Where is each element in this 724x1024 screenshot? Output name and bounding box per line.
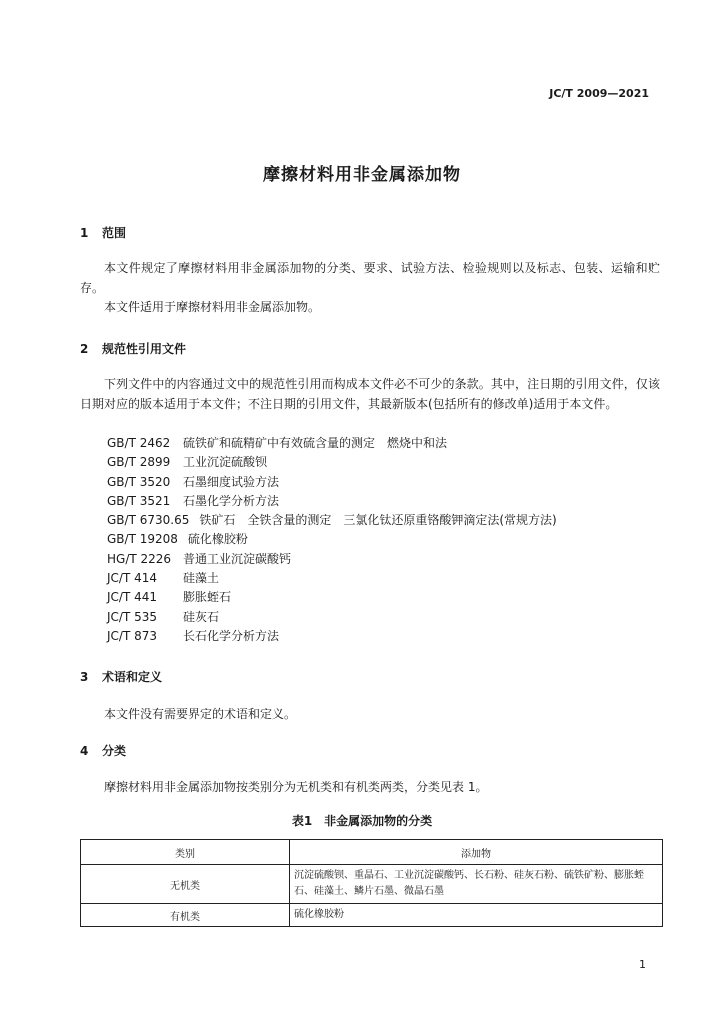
reference-item <box>107 627 557 646</box>
reference-title: 普通工业沉淀碳酸钙 <box>183 551 292 566</box>
reference-code: GB/T 19208 <box>107 532 178 547</box>
reference-title: 硫铁矿和硫精矿中有效硫含量的测定 燃烧中和法 <box>183 436 448 450</box>
reference-list <box>107 434 557 646</box>
table-header-additive: 添加物 <box>290 840 663 865</box>
section-title: 规范性引用文件 <box>102 342 187 356</box>
reference-title: 硫化橡胶粉 <box>187 532 248 547</box>
reference-title: 长石化学分析方法 <box>183 628 280 643</box>
reference-code: JC/T 873 <box>107 628 158 643</box>
reference-title: 铁矿石 全铁含量的测定 三氯化钛还原重铬酸钾滴定法(常规方法) <box>199 513 557 528</box>
reference-title: 硅灰石 <box>183 609 220 624</box>
table-header-row <box>81 840 663 865</box>
reference-item <box>107 608 557 627</box>
section-2-heading <box>80 340 186 357</box>
section-title: 术语和定义 <box>102 670 163 684</box>
classification-table <box>80 839 663 927</box>
terms-paragraph: 本文件没有需要界定的术语和定义。 <box>104 707 297 721</box>
table-caption: 表1 非金属添加物的分类 <box>291 814 433 828</box>
table-cell-additives: 硫化橡胶粉 <box>290 904 663 927</box>
reference-item <box>107 453 557 472</box>
reference-code: GB/T 2899 <box>107 455 171 470</box>
scope-paragraph-2: 本文件适用于摩擦材料用非金属添加物。 <box>104 300 321 314</box>
reference-title: 硅藻土 <box>183 571 220 586</box>
section-number: 3 <box>80 670 89 684</box>
section-4-heading <box>80 742 126 759</box>
reference-title: 工业沉淀硫酸钡 <box>183 455 268 470</box>
reference-code: HG/T 2226 <box>107 551 172 566</box>
section-number: 4 <box>80 744 89 758</box>
page-number: 1 <box>639 958 646 971</box>
reference-item <box>107 530 557 549</box>
reference-item <box>107 434 557 453</box>
reference-title: 石墨化学分析方法 <box>183 493 280 508</box>
reference-item <box>107 569 557 588</box>
reference-item <box>107 473 557 492</box>
reference-code: GB/T 3520 <box>107 474 171 489</box>
section-3-heading <box>80 668 162 685</box>
table-row <box>81 904 663 927</box>
reference-code: GB/T 6730.65 <box>107 513 190 528</box>
table-header-category: 类别 <box>81 840 290 865</box>
section-title: 范围 <box>102 226 127 240</box>
section-title: 分类 <box>102 744 127 758</box>
reference-item <box>107 550 557 569</box>
document-title: 摩擦材料用非金属添加物 <box>263 165 461 185</box>
reference-code: GB/T 3521 <box>107 493 171 508</box>
scope-paragraph-1: 本文件规定了摩擦材料用非金属添加物的分类、要求、试验方法、检验规则以及标志、包装、运输和贮存。 <box>80 261 660 295</box>
table-cell-category: 有机类 <box>81 904 290 927</box>
classification-paragraph: 摩擦材料用非金属添加物按类别分为无机类和有机类两类，分类见表 1。 <box>104 780 488 794</box>
table-cell-additives: 沉淀硫酸钡、重晶石、工业沉淀碳酸钙、长石粉、硅灰石粉、硫铁矿粉、膨胀蛭石、硅藻土、鳞片石墨、微晶石墨 <box>290 865 663 904</box>
reference-code: JC/T 441 <box>107 590 158 605</box>
reference-title: 膨胀蛭石 <box>183 590 232 605</box>
section-1-heading <box>80 224 126 241</box>
reference-item <box>107 588 557 607</box>
references-intro: 下列文件中的内容通过文中的规范性引用而构成本文件必不可少的条款。其中，注日期的引用文件，仅该日期对应的版本适用于本文件；不注日期的引用文件，其最新版本(包括所有的修改单)适用于本文件。 <box>80 377 660 411</box>
section-number: 2 <box>80 342 89 356</box>
reference-item <box>107 511 557 530</box>
table-cell-category: 无机类 <box>81 865 290 904</box>
table-row <box>81 865 663 904</box>
section-number: 1 <box>80 226 89 240</box>
document-code: JC/T 2009—2021 <box>549 87 649 100</box>
reference-code: GB/T 2462 <box>107 436 171 450</box>
reference-code: JC/T 535 <box>107 609 158 624</box>
reference-item <box>107 492 557 511</box>
reference-title: 石墨细度试验方法 <box>183 474 280 489</box>
reference-code: JC/T 414 <box>107 571 158 586</box>
